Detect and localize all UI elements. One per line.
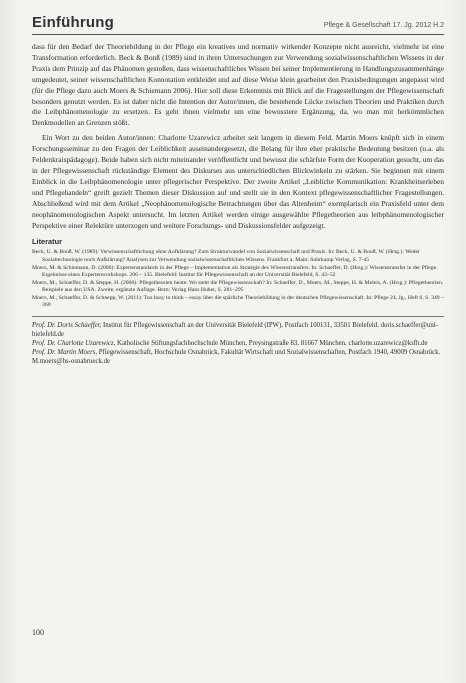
section-title: Einführung	[32, 14, 114, 31]
author-name: Prof. Dr. Doris Schaeffer,	[32, 322, 102, 330]
author-affiliation: Pflegewissenschaft, Hochschule Osnabrück, Fakultät Wirtschaft und Sozialwissenschaften, Postfach 1940, 49009 Osnabrück. M.moers@hs-osnabrueck.de	[32, 349, 441, 366]
divider	[32, 316, 444, 317]
author-name: Prof. Dr. Charlotte Uzarewicz,	[32, 340, 116, 348]
reference-item: Moers, M., Schaeffer, D. & Schnepp, W. (2011): Too busy to think – essay über die spärliche Theoriebildung in der deutschen Pflegewissenschaft. In: Pflege 24, Jg., Heft 6, S. 349 – 360	[32, 294, 444, 309]
journal-reference: Pflege & Gesellschaft 17. Jg. 2012 H.2	[323, 22, 444, 29]
page-number: 100	[32, 628, 44, 637]
author-affiliation: Katholische Stiftungsfachhochschule München, Preysingstraße 83, 81667 München. charlotte.uzarewicz@ksfh.de	[117, 340, 428, 348]
author-list	[32, 321, 444, 366]
author-affiliation: Institut für Pflegewissenschaft an der Universität Bielefeld (IPW), Postfach 100131, 33501 Bielefeld. doris.schaeffer@uni-bielefeld.de	[32, 322, 438, 339]
author-entry	[32, 348, 444, 366]
running-header	[32, 14, 444, 35]
reference-item: Beck, U. & Bonß, W. (1989): Verwissenschaftlichung ohne Aufklärung? Zum Strukturwandel von Sozialwissenschaft und Praxis. In: Beck, U. & Bonß, W. (Hrsg.): Weder Sozialtechnologie noch Aufklärung? Analysen zur Verwendung sozialwissenschaftlichen Wissens. Frankfurt a. Main: Suhrkamp Verlag, S. 7-45	[32, 249, 420, 263]
body-paragraph: Ein Wort zu den beiden Autor/innen: Charlotte Uzarewicz arbeitet seit langem in diesem Feld. Martin Moers knüpft sich in einem Forschungsseminar zu den Fragen der Leiblichkeit auseinandergesetzt, die Belang für ihre eher praktische Bedeutung besitzen (u.a. als Feldenkraispädagoge). Beide haben sich nicht miteinander veröffentlicht und bewusst die schärfste Form der Kooperation gesucht, um das in der Pflegewissenschaft rückständige Element des Diskurses aus unterschiedlichen Blickwinkeln zu stärken. Sie beginnen mit einem Einblick in die Leibphänomenologie unter pflegerischer Perspektive. Der zweite Artikel „Leibliche Kommunikation: Krankheitserleben und Pflegehandeln“ greift gezielt Themen dieser Diskussion auf und stellt sie in den Kontext pflegewissenschaftlicher Fragestellungen. Abschließend wird mit dem Artikel „Neophänomenologische Betrachtungen über das Altenheim“ exemplarisch ein Praxisfeld unter dem neophänomenologischen Aspekt untersucht. Im letzten Artikel werden einige ausgewählte Pflegetheorien aus leibphänomenologischer Perspektive einer Relektüre unterzogen und weitere Forschungs- und Diskussionsfelder aufgezeigt.	[32, 133, 444, 230]
reference-list	[32, 249, 444, 310]
reference-item: Moers, M. & Schiemann, D. (2006): Expertenstandards in der Pflege – Implementation als Strategie des Wissenstransfers. In: Schaeffer, D. (Hrsg.): Wissenstransfer in der Pflege. Ergebnisse eines Expertenworkshops. 206 – 135. Bielefeld: Institut für Pflegewissenschaft an der Universität Bielefeld, S. 43–52	[32, 264, 438, 279]
literature-heading: Literatur	[32, 237, 62, 247]
author-name: Prof. Dr. Martin Moers,	[32, 349, 98, 357]
author-entry	[32, 339, 444, 348]
reference-item: Moers, M., Schaeffer, D. & Steppe, H. (2000): Pflegetheorien heute: Wo steht die Pflegewissenschaft? In: Schaeffer, D., Moers, M., Steppe, H. & Meleis, A. (Hrsg.): Pflegetheorien. Beispiele aus den USA. Zweite, ergänzte Auflage. Bern: Verlag Hans Huber, S. 281–295	[32, 279, 444, 294]
article-body	[32, 42, 444, 366]
body-paragraph: dass für den Bedarf der Theoriebildung in der Pflege ein kreatives und normativ wirkender Konzepte nicht ausreicht, vielmehr ist eine Transformation erforderlich. Beck & Bonß (1989) sind in ihren Untersuchungen zur Verwendung sozialwissenschaftlichen Wissens in der Praxis dem Prinzip auf das Phänomen gestoßen, dass wissenschaftliches Wissen bei seiner Implementierung in Handlungszusammenhänge umgedeutet, seiner wissenschaftlichen Konnotation entkleidet und auf diese Weise klein gearbeitet den Praxisbedingungen angepasst wird (für die Pflege dazu auch Moers & Schiemann 2006). Hier soll diese Erkenntnis mit Blick auf die Fragestellungen der Pflegewissenschaft besonders genutzt werden. Es ist daher nicht die Intention der Autor/innen, die bestehende Lücke zwischen Theorien und Praktiken durch die Leibphänomenologie zu ersetzen. Es geht ihnen vielmehr um eine bewusstere Ergänzung, da, wo man mit herkömmlichen Denkmodellen an Grenzen stößt.	[32, 42, 444, 128]
author-entry	[32, 321, 444, 339]
